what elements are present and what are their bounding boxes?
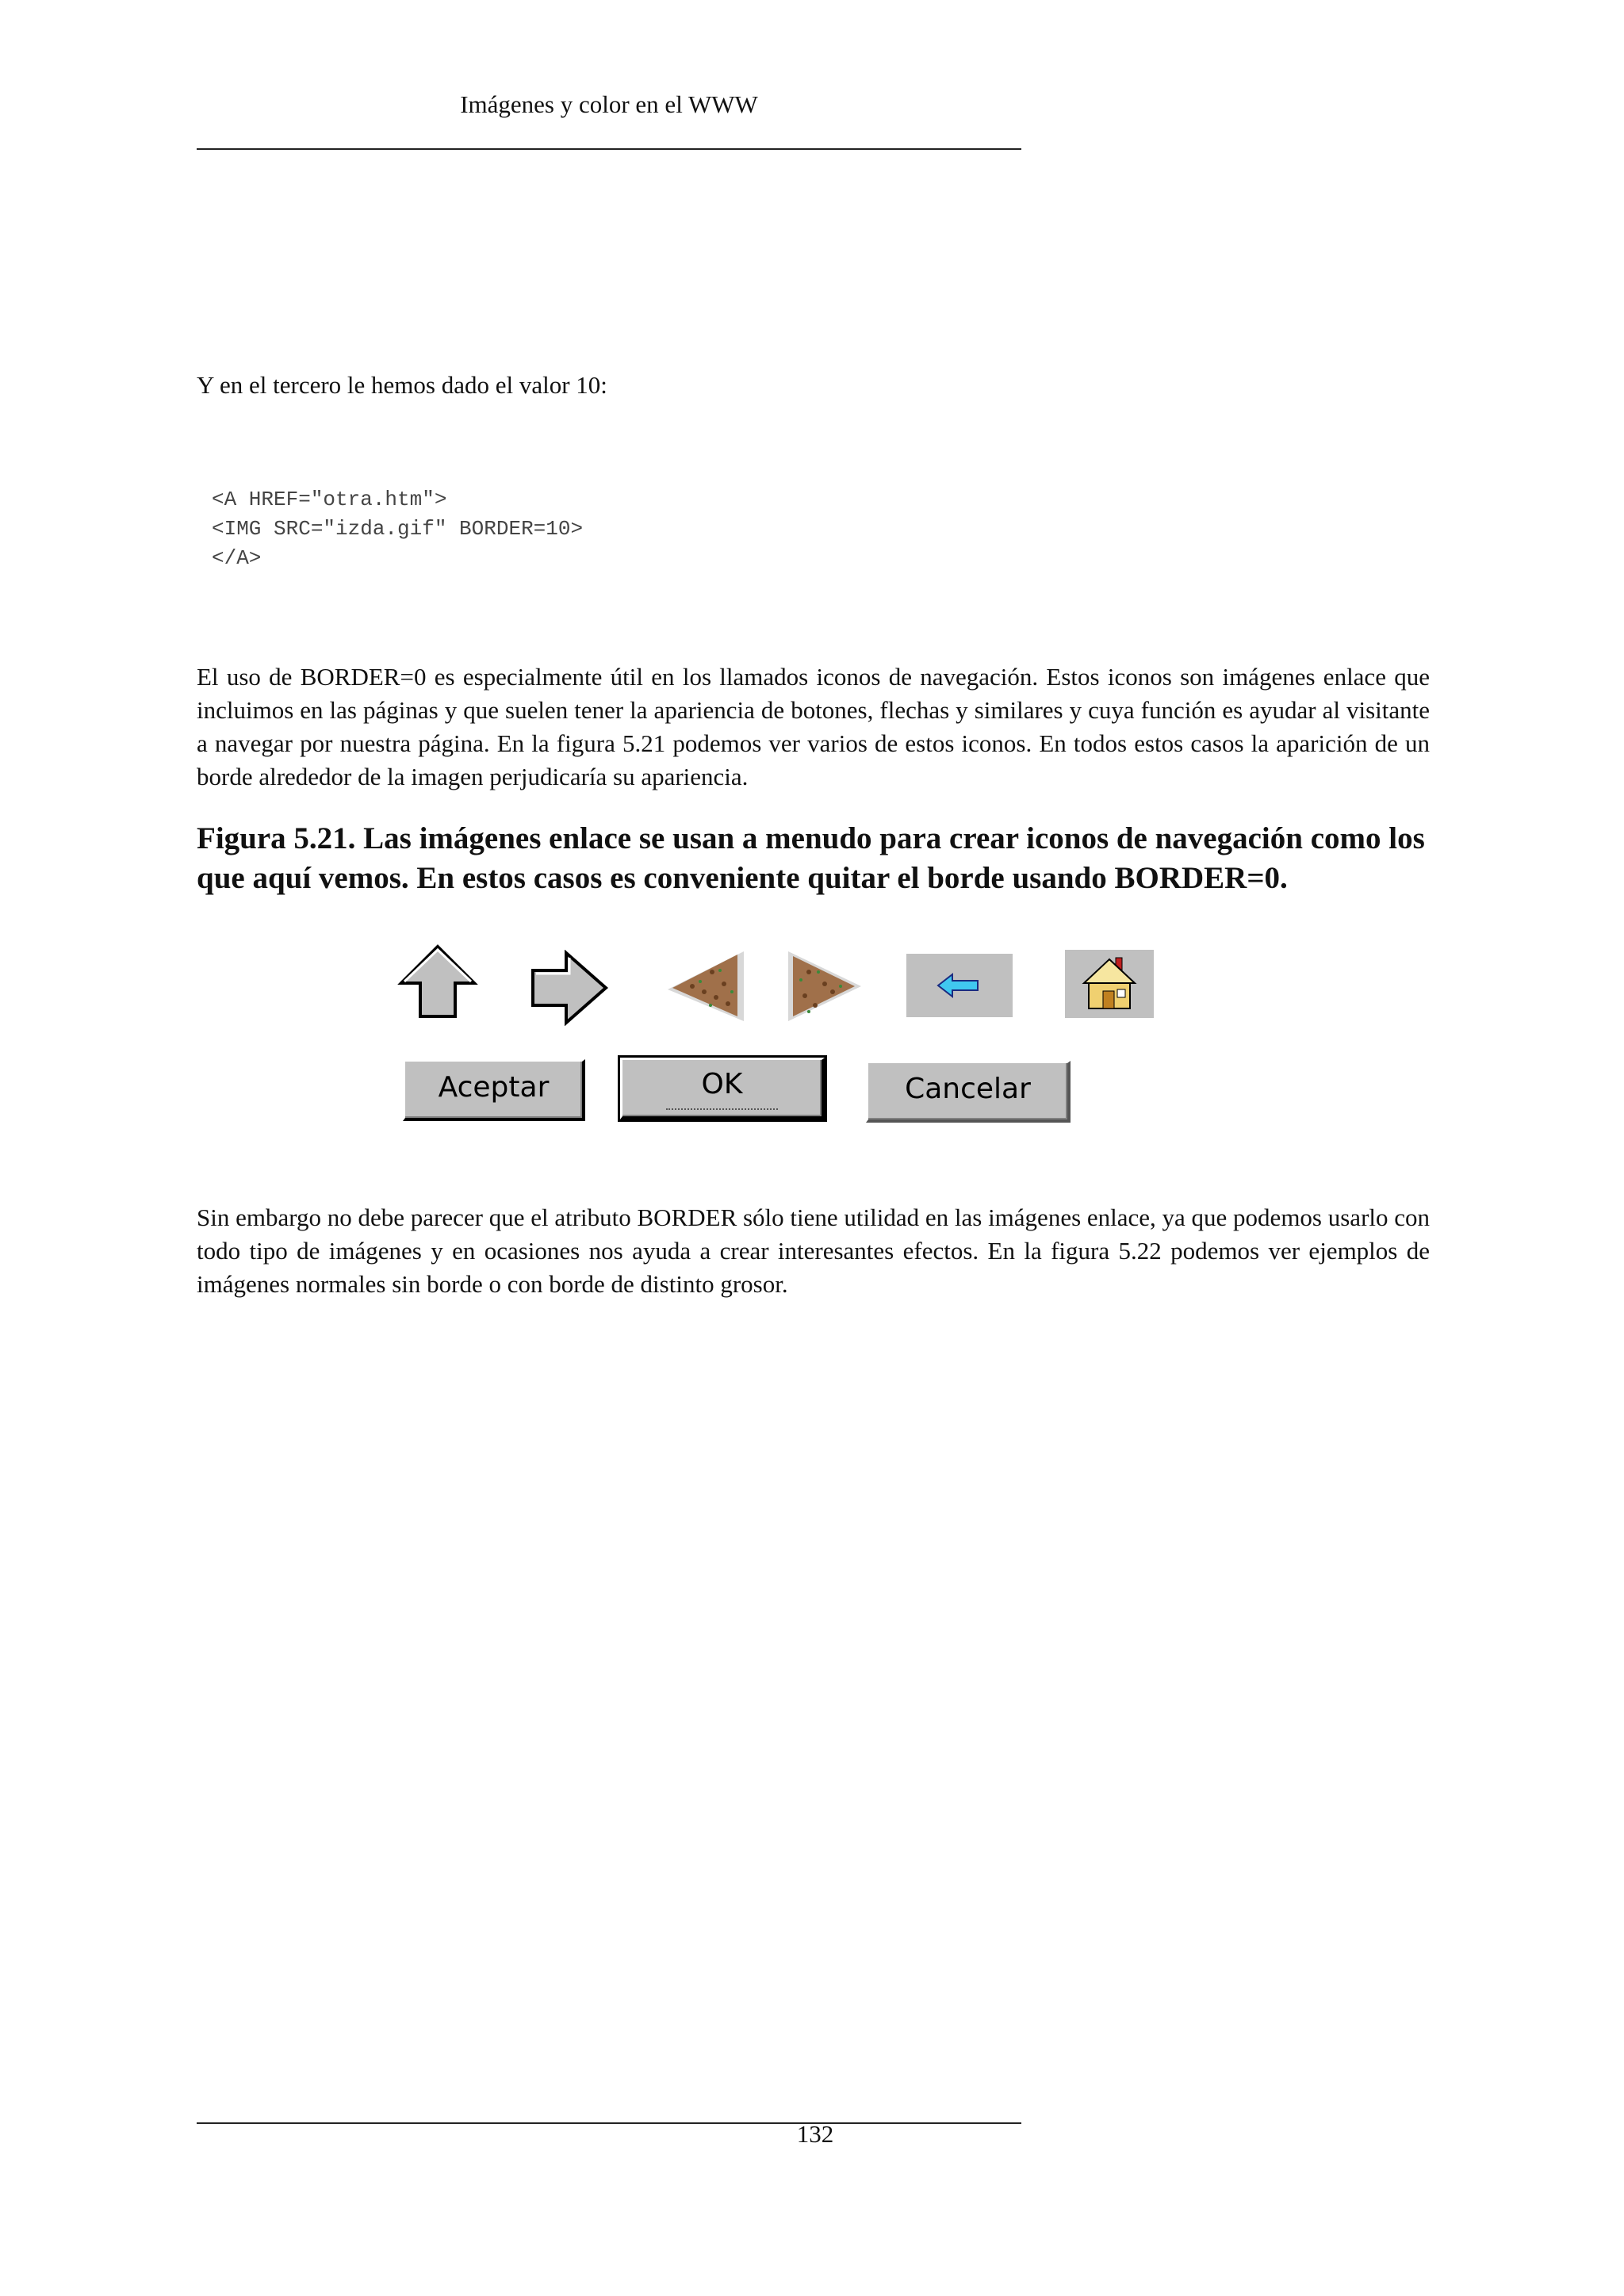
code-line: <A HREF="otra.htm"> — [212, 488, 447, 511]
arrow-up-icon[interactable] — [396, 943, 479, 1020]
code-line: <IMG SRC="izda.gif" BORDER=10> — [212, 517, 584, 541]
figure-caption: Figura 5.21. Las imágenes enlace se usan a menudo para crear iconos de navegación como los que aquí vemos. En estos casos es conveniente quitar el borde usando BORDER=0. — [197, 821, 1425, 895]
running-title: Imágenes y color en el WWW — [460, 90, 758, 118]
paragraph-border-zero: El uso de BORDER=0 es especialmente útil en los llamados iconos de navegación. Estos iconos son imágenes enlace que incluimos en las páginas y que suelen tener la apariencia de botones, flechas y similares y cuya función es ayudar al visitante a navegar por nuestra página. En la figura 5.21 podemos ver varios de estos iconos. En todos estos casos la aparición de un borde alrededor de la imagen perjudicaría su apariencia. — [197, 663, 1430, 790]
back-arrow-icon[interactable] — [906, 954, 1013, 1017]
ok-button[interactable] — [620, 1058, 825, 1119]
paragraph-border-usage: Sin embargo no debe parecer que el atributo BORDER sólo tiene utilidad en las imágenes enlace, ya que podemos usarlo con todo tipo de imágenes y en ocasiones nos ayuda a crear interesantes efectos. En la figura 5.22 podemos ver ejemplos de imágenes normales sin borde o con borde de distinto grosor. — [197, 1203, 1431, 1298]
paragraph-intro: Y en el tercero le hemos dado el valor 10: — [197, 371, 607, 399]
page-number: 132 — [796, 2120, 834, 2148]
header-rule — [197, 148, 1021, 150]
cancel-button[interactable] — [866, 1061, 1071, 1123]
accept-button-label: Aceptar — [438, 1071, 550, 1104]
code-block — [212, 485, 583, 573]
triangle-right-icon[interactable] — [785, 948, 864, 1024]
code-line: </A> — [212, 546, 262, 570]
ok-button-label: OK — [701, 1068, 743, 1100]
triangle-left-icon[interactable] — [665, 948, 747, 1024]
home-icon[interactable] — [1065, 950, 1154, 1018]
arrow-right-icon[interactable] — [530, 950, 609, 1026]
cancel-button-label: Cancelar — [905, 1073, 1031, 1105]
accept-button[interactable] — [403, 1059, 585, 1121]
